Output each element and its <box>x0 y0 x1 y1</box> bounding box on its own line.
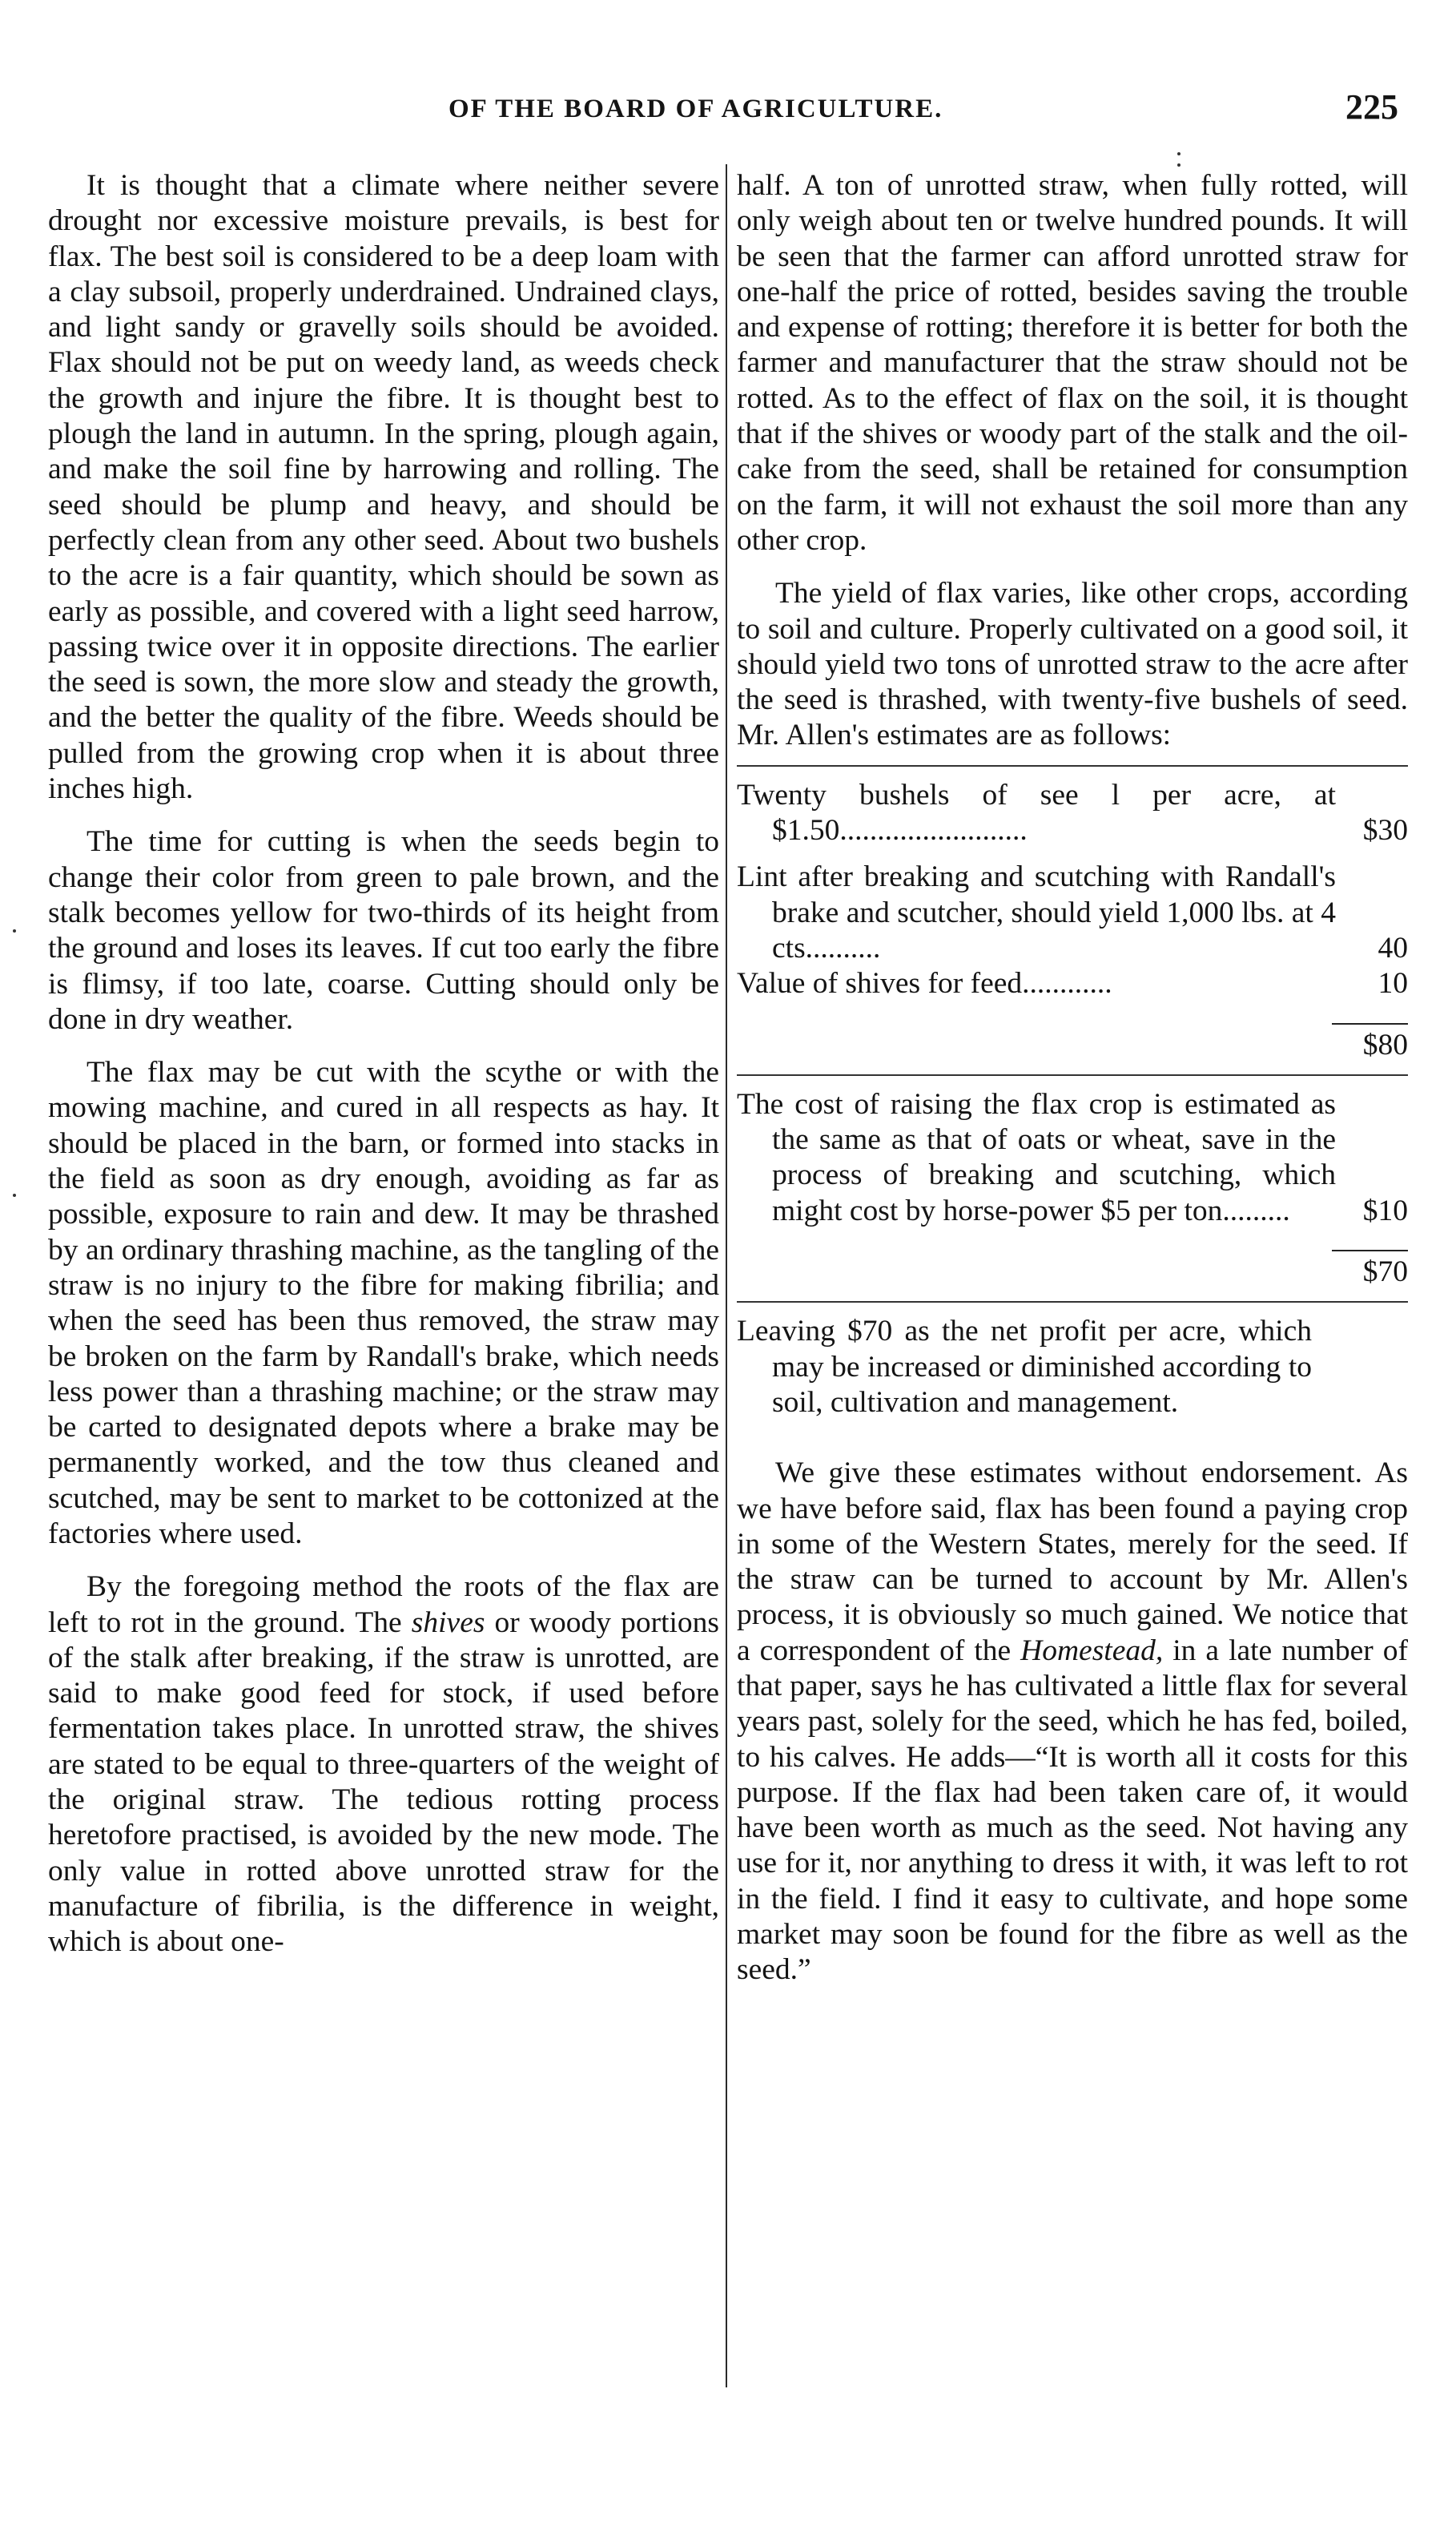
paragraph-unrotted-straw: half. A ton of unrotted straw, when fully rotted, will only weigh about ten or twelve hundred pounds. It will be seen that the farmer can afford unrotted straw for one-half the price of rotted, besides saving the trouble and expense of rotting; therefore it is better for both the farmer and manufacturer that the straw should not be rotted. As to the effect of flax on the soil, it is thought that if the shives or woody part of the stalk and the oil-cake from the seed, shall be retained for consumption on the farm, it will not exhaust the soil more than any other crop. <box>737 169 1408 557</box>
estimate-value: 40 <box>1378 931 1408 965</box>
paragraph-cutting-time: The time for cutting is when the seeds begin to change their color from green to pale brown, and the stalk becomes yellow for two-thirds of its height from the ground and loses its leaves. If cut too early the fibre is flimsy, if too late, coarse. Cutting should only be done in dry weather. <box>48 825 719 1036</box>
print-speck <box>13 929 16 933</box>
paragraph-endorsement-part1: We give these estimates without endorsement. As we have before said, flax has been found a paying crop in some of the Western States, merely for the seed. If the straw can be turned to account by Mr. Allen's process, it is obviously so much gained. We notice that a correspondent of the <box>737 1456 1408 1667</box>
leaving-block <box>737 1301 1408 1420</box>
estimate-row <box>737 860 1408 966</box>
column-divider <box>726 164 727 2387</box>
estimate-text: Twenty bushels of see l per acre, at $1.50......................... <box>737 778 1336 848</box>
paragraph-rotting <box>48 1569 719 1960</box>
print-speck <box>1177 163 1180 167</box>
homestead-italic: Homestead, <box>1020 1634 1164 1667</box>
print-speck <box>13 1194 16 1197</box>
estimate-text: Value of shives for feed............ <box>737 967 1112 1001</box>
paragraph-endorsement-part2: in a late number of that paper, says he has cultivated a little flax for several years past, solely for the seed, which he has fed, boiled, to his calves. He adds—“It is worth all it costs for this purpose. If the flax had been taken care of, it would have been worth as much as the seed. Not having any use for it, nor anything to dress it with, it was left to rot in the field. I find it easy to cultivate, and hope some market may soon be found for the fibre as well as the seed.” <box>737 1634 1408 1987</box>
right-column <box>737 168 1408 1988</box>
print-speck <box>1177 152 1180 155</box>
paragraph-rotting-part2: or woody portions of the stalk after breaking, if the straw is unrotted, are said to make good feed for stock, if used before fermentation takes place. In unrotted straw, the shives are stated to be equal to three-quarters of the weight of the original straw. The tedious rotting process heretofore practised, is avoided by the new mode. The only value in rotted above unrotted straw for the manufacture of fibrilia, is the difference in weight, which is about one- <box>48 1605 719 1959</box>
net-value: $70 <box>1362 1255 1408 1289</box>
paragraph-curing-thrashing: The flax may be cut with the scythe or with the mowing machine, and cured in all respects as hay. It should be placed in the barn, or formed into stacks in the field as soon as dry enough, avoiding as far as possible, exposure to rain and dew. It may be thrashed by an ordinary thrashing machine, as the tangling of the straw is no injury to the fibre for making fibrilia; and when the seed has been thus removed, the straw may be broken on the farm by Randall's brake, which needs less power than a thrashing machine; or the straw may be carted to designated depots where a brake may be permanently worked, and the tow thus cleaned and scutched, may be sent to market to be cottonized at the factories where used. <box>48 1056 719 1550</box>
estimate-row <box>737 966 1408 1001</box>
paragraph-yield: The yield of flax varies, like other crops, according to soil and culture. Properly cultivated on a good soil, it should yield two tons of unrotted straw to the acre after the seed is thrashed, with twenty-five bushels of seed. Mr. Allen's estimates are as follows: <box>737 577 1408 752</box>
cost-row <box>737 1087 1408 1229</box>
left-column <box>48 168 719 1960</box>
cost-text: The cost of raising the flax crop is estimated as the same as that of oats or wheat, save in the process of breaking and scutching, which might cost by horse-power $5 per ton......... <box>737 1087 1336 1227</box>
running-head: OF THE BOARD OF AGRICULTURE. <box>448 95 943 123</box>
page-header <box>0 87 1456 135</box>
subtotal-rule <box>1332 1023 1408 1025</box>
subtotal-value: $80 <box>1362 1028 1408 1062</box>
estimates-table <box>737 765 1408 1063</box>
cost-block <box>737 1074 1408 1290</box>
leaving-text: Leaving $70 as the net profit per acre, which may be increased or diminished according to soil, cultivation and management. <box>737 1315 1312 1419</box>
paragraph-rotting-part1: By the foregoing method the roots of the flax are left to rot in the ground. The <box>48 1570 719 1639</box>
page-number: 225 <box>1345 87 1398 127</box>
net-rule <box>1332 1250 1408 1251</box>
cost-value: $10 <box>1362 1194 1408 1227</box>
paragraph-climate-soil: It is thought that a climate where neither severe drought nor excessive moisture prevails, is best for flax. The best soil is considered to be a deep loam with a clay subsoil, properly underdrained. Undrained clays, and light sandy or gravelly soils should be avoided. Flax should not be put on weedy land, as weeds check the growth and injure the fibre. It is thought best to plough the land in autumn. In the spring, plough again, and make the soil fine by harrowing and rolling. The seed should be plump and heavy, and should be perfectly clean from any other seed. About two bushels to the acre is a fair quantity, which should be sown as early as possible, and covered with a light seed harrow, passing twice over it in opposite directions. The earlier the seed is sown, the more slow and steady the growth, and the better the quality of the fibre. Weeds should be pulled from the growing crop when it is about three inches high. <box>48 169 719 806</box>
estimate-row <box>737 778 1408 849</box>
estimate-value: 10 <box>1378 967 1408 1001</box>
paragraph-endorsement <box>737 1456 1408 1988</box>
estimate-value: $30 <box>1362 814 1408 848</box>
leaving-row <box>737 1314 1408 1420</box>
estimate-text: Lint after breaking and scutching with Randall's brake and scutcher, should yield 1,000 lbs. at 4 cts.......... <box>737 860 1336 965</box>
shives-italic: shives <box>411 1605 485 1639</box>
